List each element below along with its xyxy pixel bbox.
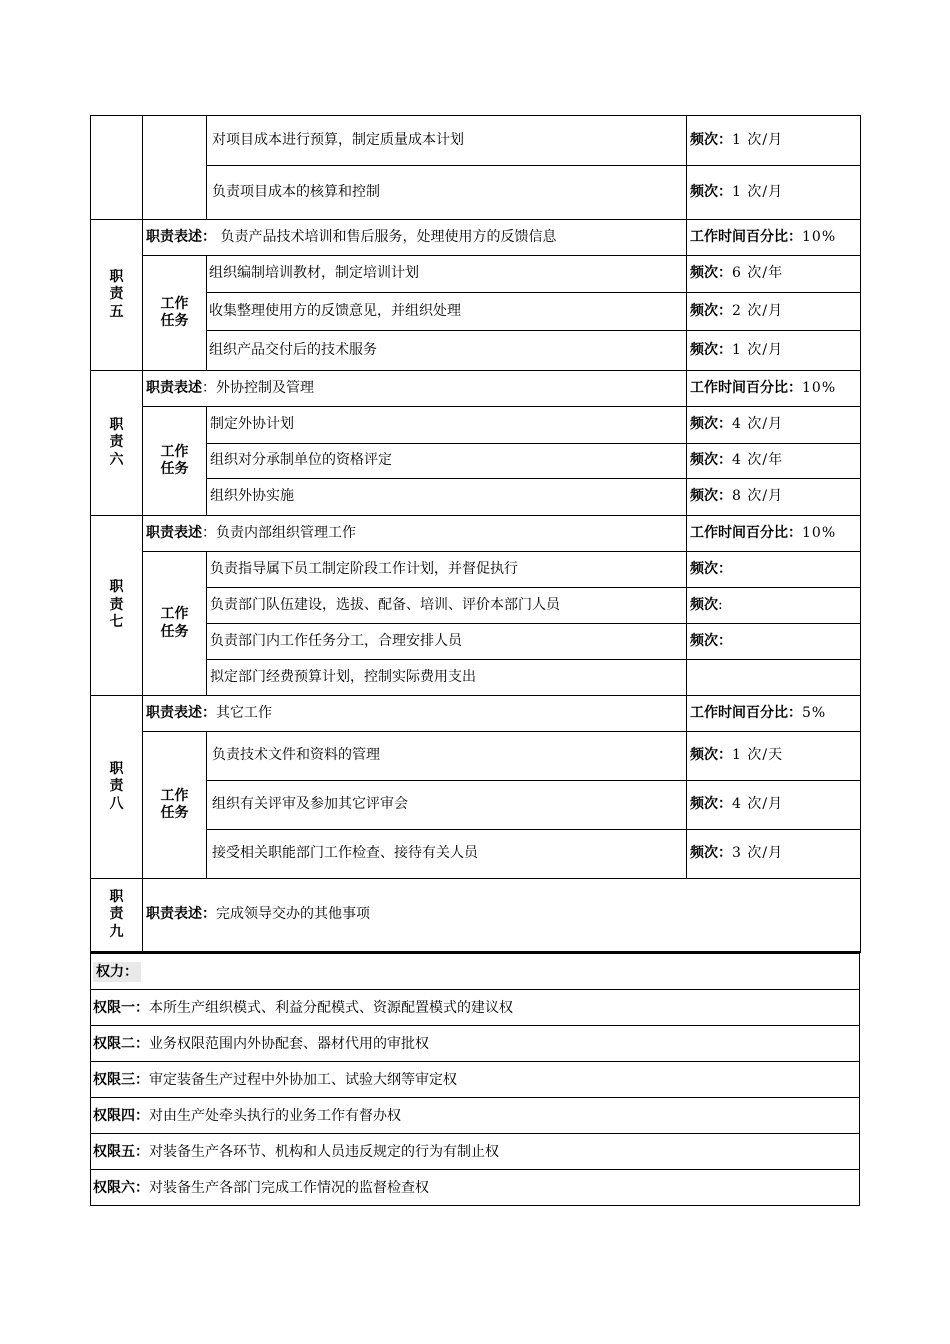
time-percent-value: 5% (802, 704, 827, 721)
task-text: 收集整理使用方的反馈意见，并组织处理 (207, 293, 687, 331)
frequency-label: 频次： (690, 632, 732, 649)
description-text: ：外协控制及管理 (202, 379, 314, 396)
task-head: 工作 任务 (143, 552, 207, 696)
duty-number: 职 责 八 (91, 696, 143, 879)
table-row (91, 220, 861, 256)
frequency-label: 频次： (690, 131, 732, 148)
power-text: 审定装备生产过程中外协加工、试验大纲等审定权 (149, 1072, 457, 1088)
table-row (91, 371, 861, 407)
description-text: 负责产品技术培训和售后服务，处理使用方的反馈信息 (216, 228, 557, 245)
frequency-label: 频次： (690, 845, 732, 862)
frequency-value: 4 次/月 (732, 796, 784, 813)
frequency-cell (687, 732, 861, 781)
time-percent-cell (687, 696, 861, 732)
frequency-value: 4 次/月 (732, 416, 784, 433)
table-row (91, 732, 861, 781)
time-percent-label: 工作时间百分比： (690, 228, 802, 245)
duty-description (143, 879, 861, 952)
table-row (91, 444, 861, 479)
description-label: 职责表述： (146, 704, 216, 721)
description-label: 职责表述 (146, 379, 202, 396)
power-text: 对装备生产各环节、机构和人员违反规定的行为有制止权 (149, 1144, 499, 1160)
task-head: 工作 任务 (143, 256, 207, 371)
frequency-cell (687, 293, 861, 331)
frequency-cell (687, 588, 861, 624)
duty-description (143, 371, 687, 407)
power-label: 权限五： (93, 1144, 149, 1160)
description-text: ：负责内部组织管理工作 (202, 524, 356, 541)
frequency-value: 6 次/年 (732, 265, 784, 282)
task-head: 工作 任务 (143, 407, 207, 516)
description-label: 职责表述： (146, 906, 216, 922)
power-item (91, 1061, 860, 1097)
time-percent-cell (687, 371, 861, 407)
power-label: 权限三： (93, 1072, 149, 1088)
table-row (91, 1133, 860, 1169)
time-percent-value: 10% (802, 228, 837, 245)
frequency-cell (687, 166, 861, 220)
powers-table (90, 953, 860, 1206)
table-row (91, 407, 861, 444)
table-row (91, 879, 861, 952)
power-label: 权限一： (93, 1000, 149, 1016)
description-text: 完成领导交办的其他事项 (216, 906, 370, 922)
task-text: 组织编制培训教材，制定培训计划 (207, 256, 687, 293)
frequency-value: 2 次/月 (732, 302, 784, 319)
frequency-value: 3 次/月 (732, 845, 784, 862)
duty-number: 职 责 五 (91, 220, 143, 371)
time-percent-value: 10% (802, 524, 837, 541)
table-row (91, 1097, 860, 1133)
time-percent-cell (687, 220, 861, 256)
task-text: 负责部门队伍建设，选拔、配备、培训、评价本部门人员 (207, 588, 687, 624)
power-label: 权限六： (93, 1180, 149, 1196)
power-text: 本所生产组织模式、利益分配模式、资源配置模式的建议权 (149, 1000, 513, 1016)
powers-header (91, 953, 860, 989)
duties-table (90, 115, 861, 953)
task-text: 组织外协实施 (207, 479, 687, 516)
description-label: 职责表述 (146, 524, 202, 541)
duty-number: 职 责 九 (91, 879, 143, 952)
frequency-value: 8 次/月 (732, 488, 784, 505)
power-item (91, 1097, 860, 1133)
frequency-label: 频次： (690, 341, 732, 358)
table-row (91, 830, 861, 879)
table-row (91, 588, 861, 624)
power-item (91, 989, 860, 1025)
time-percent-label: 工作时间百分比： (690, 379, 802, 396)
task-text: 对项目成本进行预算，制定质量成本计划 (207, 116, 687, 166)
table-row (91, 116, 861, 166)
power-text: 对装备生产各部门完成工作情况的监督检查权 (149, 1180, 429, 1196)
time-percent-label: 工作时间百分比： (690, 524, 802, 541)
frequency-label: 频次： (690, 560, 732, 577)
task-head-cell (143, 116, 207, 220)
duty-description (143, 696, 687, 732)
frequency-label: 频次： (690, 488, 732, 505)
description-text: 其它工作 (216, 704, 272, 721)
power-text: 对由生产处牵头执行的业务工作有督办权 (149, 1108, 401, 1124)
frequency-cell (687, 116, 861, 166)
power-label: 权限四： (93, 1108, 149, 1124)
duty-number: 职 责 六 (91, 371, 143, 516)
task-head: 工作 任务 (143, 732, 207, 879)
table-row (91, 696, 861, 732)
time-percent-value: 10% (802, 379, 837, 396)
frequency-value: 1 次/月 (732, 341, 784, 358)
frequency-cell (687, 444, 861, 479)
job-description-document (90, 115, 860, 1206)
table-row (91, 516, 861, 552)
table-row (91, 1025, 860, 1061)
time-percent-label: 工作时间百分比： (690, 704, 802, 721)
frequency-value: 1 次/月 (732, 131, 784, 148)
power-item (91, 1133, 860, 1169)
duty-description (143, 516, 687, 552)
task-text: 负责部门内工作任务分工，合理安排人员 (207, 624, 687, 660)
task-text: 负责项目成本的核算和控制 (207, 166, 687, 220)
frequency-label: 频次： (690, 747, 732, 764)
frequency-value: : (718, 596, 724, 613)
table-row (91, 479, 861, 516)
task-text: 接受相关职能部门工作检查、接待有关人员 (207, 830, 687, 879)
table-row (91, 989, 860, 1025)
task-text: 负责指导属下员工制定阶段工作计划，并督促执行 (207, 552, 687, 588)
task-text: 拟定部门经费预算计划，控制实际费用支出 (207, 660, 687, 696)
table-row (91, 953, 860, 989)
table-row (91, 1061, 860, 1097)
task-text: 组织产品交付后的技术服务 (207, 331, 687, 371)
task-text: 组织对分承制单位的资格评定 (207, 444, 687, 479)
frequency-cell (687, 331, 861, 371)
frequency-value: 1 次/月 (732, 183, 784, 200)
table-row (91, 552, 861, 588)
frequency-label: 频次 (690, 596, 718, 613)
frequency-label: 频次： (690, 265, 732, 282)
table-row (91, 166, 861, 220)
duty-number-cell (91, 116, 143, 220)
table-row (91, 256, 861, 293)
frequency-cell (687, 830, 861, 879)
duty-number: 职 责 七 (91, 516, 143, 696)
frequency-value: 1 次/天 (732, 747, 784, 764)
frequency-label: 频次： (690, 796, 732, 813)
frequency-label: 频次： (690, 183, 732, 200)
table-row (91, 660, 861, 696)
power-text: 业务权限范围内外协配套、器材代用的审批权 (149, 1036, 429, 1052)
frequency-label: 频次： (690, 452, 732, 469)
table-row (91, 331, 861, 371)
table-row (91, 781, 861, 830)
table-row (91, 624, 861, 660)
task-text: 组织有关评审及参加其它评审会 (207, 781, 687, 830)
frequency-cell (687, 479, 861, 516)
frequency-cell (687, 552, 861, 588)
power-label: 权限二： (93, 1036, 149, 1052)
task-text: 制定外协计划 (207, 407, 687, 444)
table-row (91, 1169, 860, 1205)
frequency-label: 频次： (690, 302, 732, 319)
time-percent-cell (687, 516, 861, 552)
frequency-cell (687, 660, 861, 696)
powers-title: 权力： (93, 962, 141, 982)
power-item (91, 1169, 860, 1205)
frequency-cell (687, 624, 861, 660)
frequency-cell (687, 781, 861, 830)
duty-description (143, 220, 687, 256)
power-item (91, 1025, 860, 1061)
description-label: 职责表述： (146, 228, 216, 245)
table-row (91, 293, 861, 331)
frequency-cell (687, 256, 861, 293)
frequency-label: 频次： (690, 416, 732, 433)
frequency-cell (687, 407, 861, 444)
task-text: 负责技术文件和资料的管理 (207, 732, 687, 781)
frequency-value: 4 次/年 (732, 452, 784, 469)
